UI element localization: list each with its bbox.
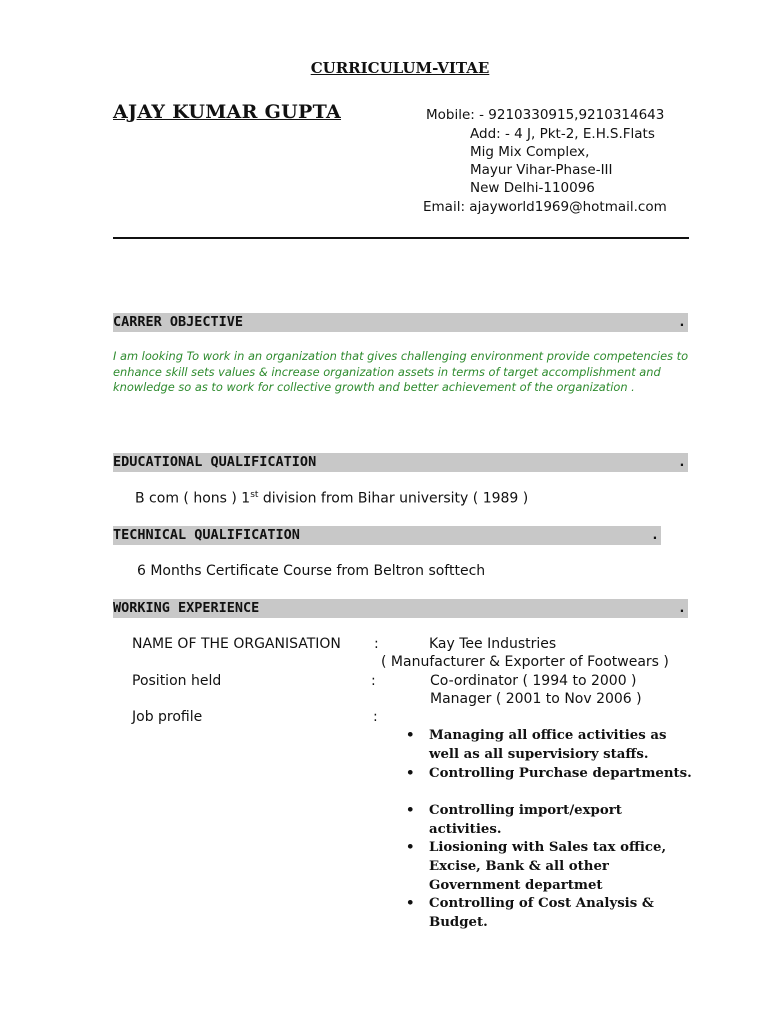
- position-colon: :: [371, 673, 376, 689]
- org-label: NAME OF THE ORGANISATION: [132, 636, 341, 652]
- duty-text: Controlling of Cost Analysis & Budget.: [429, 896, 654, 930]
- address-line-2: Mig Mix Complex,: [470, 144, 590, 160]
- objective-heading-dot: .: [677, 314, 686, 330]
- address-line-4: New Delhi-110096: [470, 180, 595, 196]
- education-superscript: st: [250, 490, 259, 500]
- address-line-3: Mayur Vihar-Phase-III: [470, 162, 613, 178]
- bullet-icon: •: [406, 766, 415, 781]
- bullet-icon: •: [406, 896, 415, 911]
- technical-line: 6 Months Certificate Course from Beltron softtech: [137, 563, 486, 579]
- position-2: Manager ( 2001 to Nov 2006 ): [430, 691, 642, 707]
- education-details: division from Bihar university ( 1989 ): [258, 490, 529, 507]
- experience-heading-bar: [113, 599, 688, 618]
- email-address: Email: ajayworld1969@hotmail.com: [423, 199, 667, 215]
- technical-heading-bar: [113, 526, 661, 545]
- objective-heading-bar: [113, 313, 688, 332]
- bullet-icon: •: [406, 803, 415, 818]
- objective-heading: CARRER OBJECTIVE: [113, 314, 244, 330]
- bullet-icon: •: [406, 840, 415, 855]
- experience-heading-dot: .: [677, 600, 686, 616]
- org-colon: :: [374, 636, 379, 652]
- duty-item: [406, 895, 696, 933]
- position-label: Position held: [132, 673, 222, 689]
- duty-text: Managing all office activities as well as all supervisiory staffs.: [429, 728, 667, 762]
- duty-text: Controlling import/export activities.: [429, 803, 622, 837]
- education-heading-dot: .: [677, 454, 686, 470]
- position-1: Co-ordinator ( 1994 to 2000 ): [430, 673, 637, 689]
- org-name: Kay Tee Industries: [429, 636, 557, 652]
- page-title: CURRICULUM-VITAE: [310, 59, 490, 77]
- profile-label: Job profile: [132, 709, 203, 725]
- mobile-number: Mobile: - 9210330915,9210314643: [426, 107, 665, 123]
- experience-heading: WORKING EXPERIENCE: [113, 600, 260, 616]
- org-description: ( Manufacturer & Exporter of Footwears ): [381, 654, 669, 670]
- candidate-name: AJAY KUMAR GUPTA: [113, 101, 342, 123]
- bullet-icon: •: [406, 728, 415, 743]
- address-line-1: Add: - 4 J, Pkt-2, E.H.S.Flats: [470, 126, 655, 142]
- education-heading-bar: [113, 453, 688, 472]
- duty-text: Liosioning with Sales tax office, Excise, Bank & all other Government departmet: [429, 840, 667, 893]
- objective-text: I am looking To work in an organization that gives challenging environment provide competencies to enhance skill sets values & increase organization assets in terms of target accomplishment and knowledge so as to work for collective growth and better achievement of the organization .: [113, 349, 689, 395]
- duty-item: [406, 727, 696, 765]
- education-heading: EDUCATIONAL QUALIFICATION: [113, 454, 317, 470]
- education-degree: B com ( hons ) 1: [135, 490, 251, 507]
- duty-item: [406, 802, 696, 840]
- duty-item: [406, 839, 696, 895]
- education-line: [135, 490, 528, 507]
- technical-heading-dot: .: [650, 527, 659, 543]
- duty-item: [406, 765, 696, 784]
- technical-heading: TECHNICAL QUALIFICATION: [113, 527, 300, 543]
- header-divider: [113, 237, 689, 239]
- duty-text: Controlling Purchase departments.: [429, 766, 692, 781]
- profile-colon: :: [373, 709, 378, 725]
